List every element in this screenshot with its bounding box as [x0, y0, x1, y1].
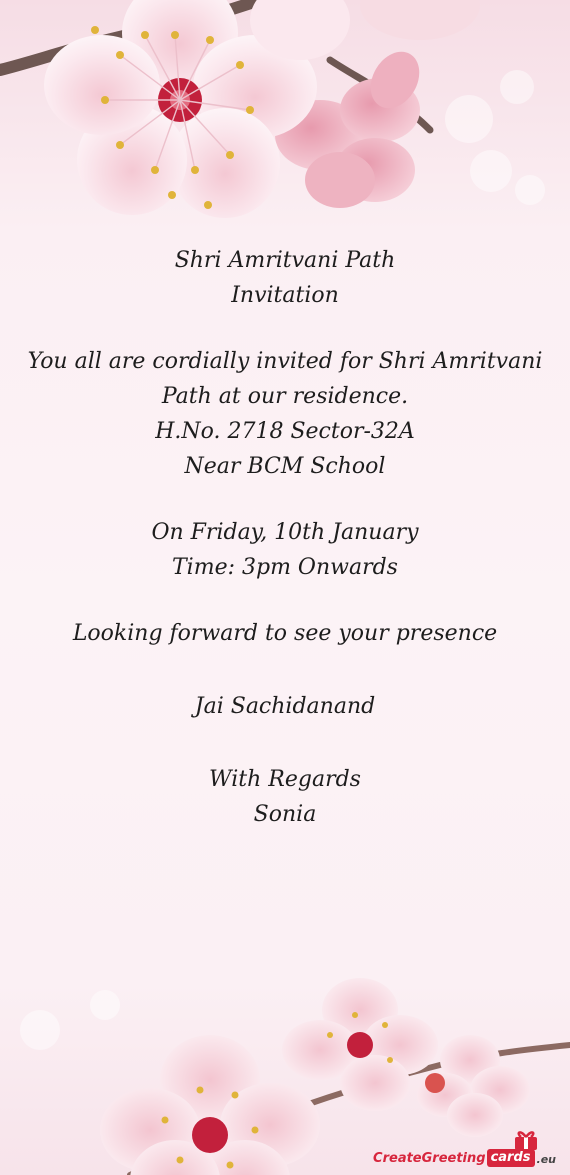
closing-line: Looking forward to see your presence: [72, 621, 498, 646]
invitation-text: [0, 243, 570, 832]
cherry-blossom-top-icon: [0, 0, 570, 240]
cherry-blossom-bottom-icon: [0, 975, 570, 1175]
date-line: On Friday, 10th January: [151, 520, 419, 545]
regards-line: With Regards: [209, 767, 361, 792]
brand-logo[interactable]: [373, 1149, 556, 1167]
time-line: Time: 3pm Onwards: [172, 555, 398, 580]
invitation-body-line: You all are cordially invited for Shri Amritvani: [27, 349, 543, 374]
blessing-line: Jai Sachidanand: [194, 694, 376, 719]
brand-cards-text: cards: [487, 1149, 535, 1167]
host-name: Sonia: [253, 802, 317, 827]
invitation-body-line: Path at our residence.: [161, 384, 409, 409]
gift-icon: [512, 1129, 540, 1151]
invitation-subtitle: Invitation: [231, 283, 339, 308]
invitation-title: Shri Amritvani Path: [174, 248, 396, 273]
address-line: Near BCM School: [184, 454, 386, 479]
brand-create-text: CreateGreeting: [373, 1151, 486, 1166]
address-line: H.No. 2718 Sector-32A: [155, 419, 415, 444]
brand-tld-text: .eu: [536, 1153, 556, 1166]
